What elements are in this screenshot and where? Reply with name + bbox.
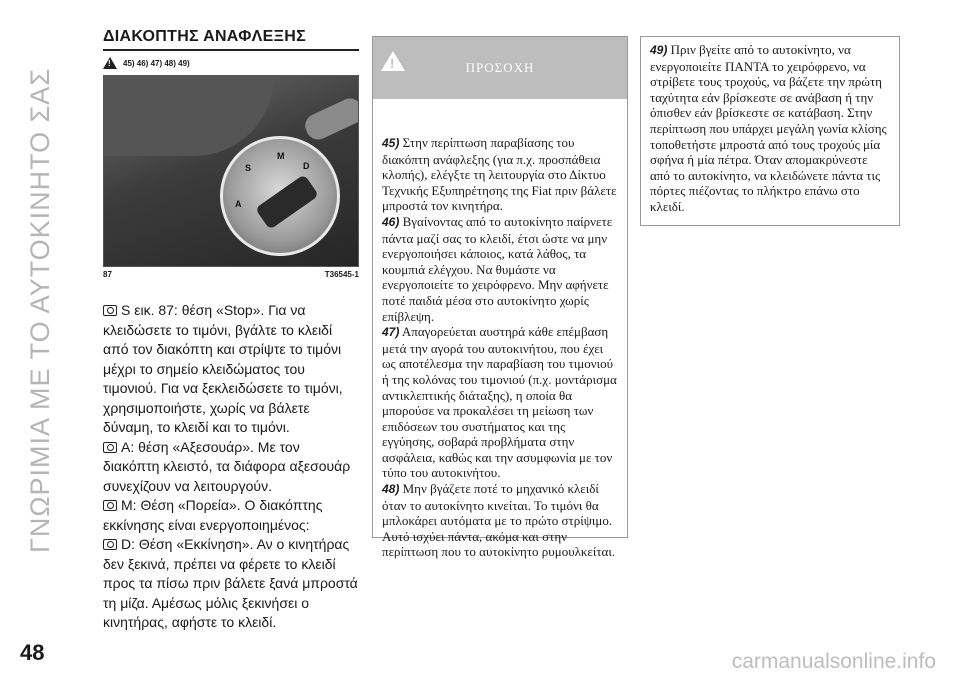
caution-item-text: Στην περίπτωση παραβίασης του διακόπτη ανάφλεξης (για π.χ. προσπάθεια κλοπής), ελέγξτε τη λειτουργία στο Δίκτυο Τεχνικής Εξυπηρέτησης της Fiat πριν βάλετε μπροστά τον κινητήρα. [382,135,617,214]
caution-continued-box [640,36,900,226]
caution-item-text: Πριν βγείτε από το αυτοκίνητο, να ενεργοποιείτε ΠΑΝΤΑ το χειρόφρενο, να στρίβετε τους τροχούς, να βάζετε την πρώτη ταχύτητα εάν βρίσκεστε σε ανάβαση ή την όπισθεν εάν βρίσκεστε σε κατάβαση. Στην περίπτωση που υπάρχει μεγάλη γωνία κλίσης τοποθετήστε μπροστά από τους τροχούς μία σφήνα ή μία πέτρα. Όταν απομακρύνεστε από το αυτοκίνητο, να κλειδώνετε πάντα τις πόρτες πιέζοντας το πλήκτρο επάνω στο κλειδί. [650,42,887,214]
caution-header [373,37,627,99]
caution-item [382,324,618,481]
paragraph-start-text: D: Θέση «Εκκίνηση». Αν ο κινητήρας δεν ξεκινά, πρέπει να φέρετε το κλειδί προς τα πίσω πριν βάλετε ξανά μπροστά τη μίζα. Αμέσως μόλις ξεκινήσει ο κινητήρας, αφήστε το κλειδί. [103,536,358,630]
caution-item-number: 45) [382,136,400,150]
key-icon [103,442,117,453]
paragraph-stop [103,301,359,438]
paragraph-march [103,496,359,535]
key-icon [103,500,117,511]
caution-item [382,214,618,324]
figure-caption [103,270,359,279]
ignition-figure [103,75,359,267]
caution-item-text: Μην βγάζετε ποτέ το μηχανικό κλειδί όταν το αυτοκίνητο κινείται. Το τιμόνι θα μπλοκάρει αυτόματα με το πρώτο στρίψιμο. Αυτό ισχύει πάντα, ακόμα και στην περίπτωση που το αυτοκίνητο ρυμουλκείται. [382,481,616,560]
paragraph-accessory [103,438,359,497]
paragraph-accessory-text: A: θέση «Αξεσουάρ». Με τον διακόπτη κλειστό, τα διάφορα αξεσουάρ συνεχίζουν να λειτουργούν. [103,438,351,494]
section-body [103,301,359,633]
caution-item [382,481,618,560]
switch-label-m: M [277,151,285,161]
warning-refs-text: 45) 46) 47) 48) 49) [123,58,190,68]
page-number: 48 [20,640,45,665]
paragraph-start [103,535,359,633]
section-title: ΔΙΑΚΟΠΤΗΣ ΑΝΑΦΛΕΞΗΣ [103,28,359,51]
caution-item-number: 47) [382,325,400,340]
side-chapter-title-text: ΓΝΩΡΙΜΙΑ ΜΕ ΤΟ ΑΥΤΟΚΙΝΗΤΟ ΣΑΣ [25,67,56,553]
caution-item [650,42,890,215]
watermark: carmanualsonline.info [731,650,936,673]
ignition-key-shape [255,174,319,230]
ignition-switch-closeup [220,136,340,256]
caution-item-text: Βγαίνοντας από το αυτοκίνητο παίρνετε πάντα μαζί σας το κλειδί, έτσι ώστε να μην ενεργοποιήσει κάποιος, κατά λάθος, τα κουμπιά ελέγχου. Να θυμάστε να ενεργοποιείτε το χειρόφρενο. Μην αφήνετε ποτέ παιδιά μέσα στο αυτοκίνητο χωρίς επίβλεψη. [382,213,613,324]
caution-label: ΠΡΟΣΟΧΗ [465,60,535,75]
caution-item [382,135,618,214]
paragraph-stop-text: S εικ. 87: θέση «Stop». Για να κλειδώσετε το τιμόνι, βγάλτε το κλειδί από τον διακόπτη και στρίψτε το τιμόνι μέχρι το σημείο κλειδώματος του τιμονιού. Για να ξεκλειδώσετε το τιμόνι, χρησιμοποιήστε, χωρίς να βάλετε δύναμη, το κλειδί και το τιμόνι. [103,302,343,435]
switch-label-s: S [245,163,252,173]
figure-code: T36545-1 [324,270,359,279]
caution-triangle-icon [381,51,405,71]
caution-body [373,99,627,560]
switch-label-d: D [303,161,310,171]
caution-continued-body [641,37,899,215]
warning-triangle-icon [103,57,117,69]
figure-number: 87 [103,270,112,279]
caution-item-number: 48) [382,482,400,497]
side-chapter-title [6,10,76,610]
caution-item-number: 49) [650,43,668,57]
paragraph-march-text: M: Θέση «Πορεία». Ο διακόπτης εκκίνησης είναι ενεργοποιημένος: [103,497,323,533]
switch-label-a: A [235,199,242,209]
caution-item-number: 46) [382,214,400,229]
stalk-shape [301,95,359,144]
key-icon [103,305,117,316]
caution-item-text: Απαγορεύεται αυστηρά κάθε επέμβαση μετά την αγορά του αυτοκινήτου, που έχει ως αποτέλεσμα την παραβίαση του τιμονιού ή της κολόνας του τιμονιού (π.χ. μοντάρισμα αντικλεπτικής διάταξης), η οποία θα μπορούσε να προκαλέσει τη μείωση των επιδόσεων του συστήματος και της εγγύησης, σοβαρά προβλήματα στην ασφάλεια, καθώς και την ασυμφωνία με τον τύπο του αυτοκινήτου. [382,324,617,481]
ignition-section [103,28,359,633]
key-icon [103,539,117,550]
caution-box [372,36,628,560]
warning-refs [103,57,359,69]
